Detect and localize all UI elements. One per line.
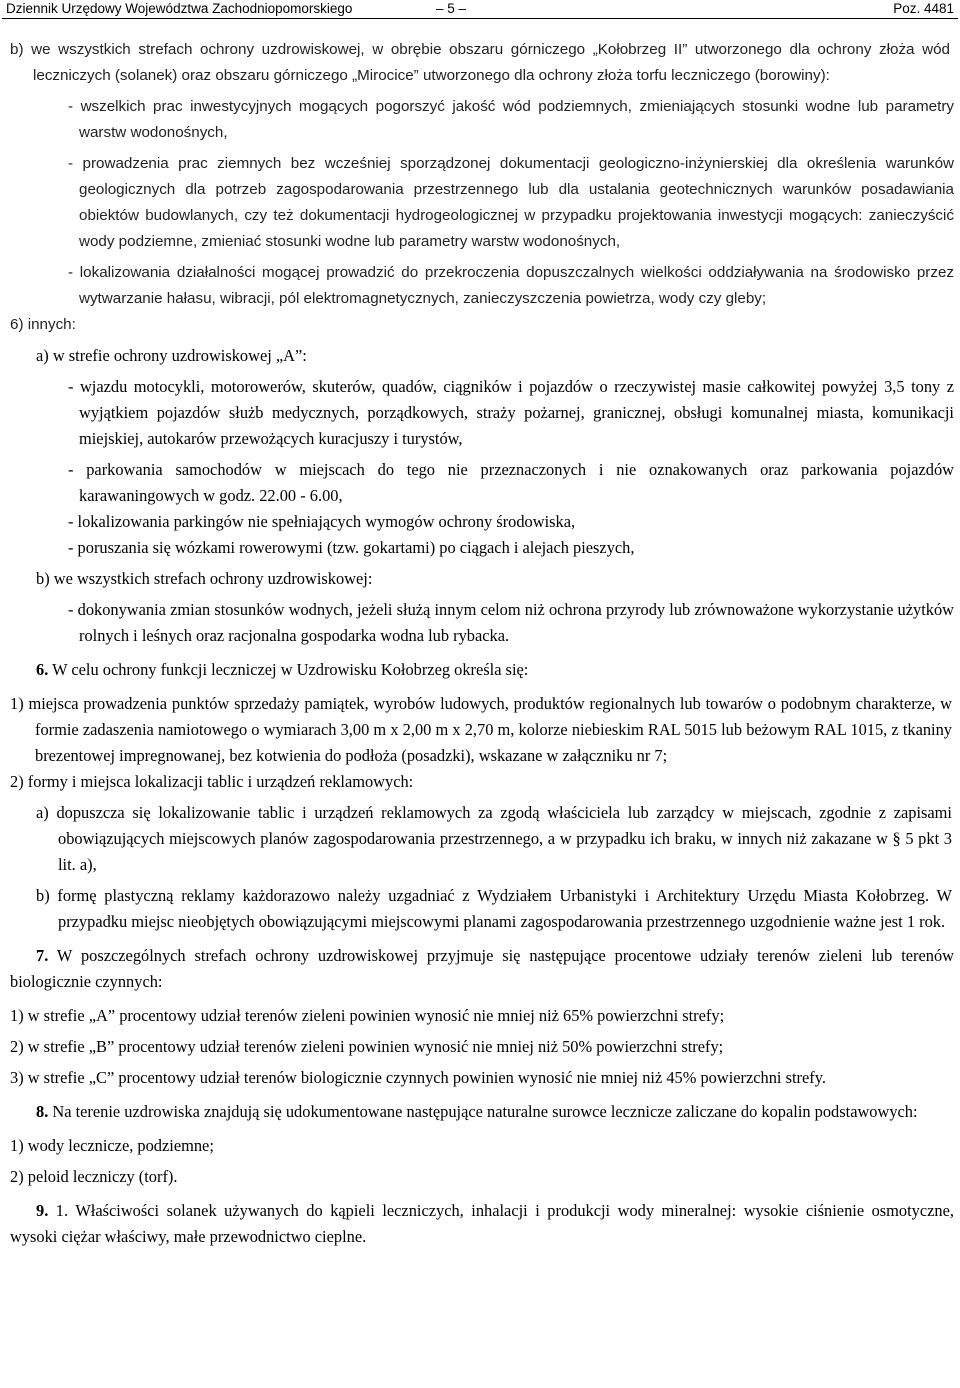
paragraph-text: - parkowania samochodów w miejscach do tego nie przeznaczonych i nie oznakowanych oraz parkowania pojazdów karawaningowych w godz. 22.00 - 6.00,	[68, 460, 954, 505]
dash-earthworks	[68, 151, 954, 255]
par-6-intro	[10, 657, 954, 683]
paragraph-text: 1) wody lecznicze, podziemne;	[10, 1136, 214, 1155]
paragraph-text: W celu ochrony funkcji leczniczej w Uzdrowisku Kołobrzeg określa się:	[48, 660, 529, 679]
paragraph-text: b) formę plastyczną reklamy każdorazowo należy uzgadniać z Wydziałem Urbanistyki i Architektury Urzędu Miasta Kołobrzeg. W przypadku miejsc nieobjętych obowiązującymi miejscowymi planami zagospodarowania przestrzennego uzgodnienie ważne jest 1 rok.	[36, 886, 952, 931]
par-8-item-2	[10, 1164, 952, 1190]
paragraph-text: - dokonywania zmian stosunków wodnych, jeżeli służą innym celom niż ochrona przyrody lub zrównoważone wykorzystanie użytków rolnych i leśnych oraz racjonalna gospodarka wodna lub rybacka.	[68, 600, 954, 645]
paragraph-text: 1) miejsca prowadzenia punktów sprzedaży pamiątek, wyrobów ludowych, produktów regionalnych lub towarów o podobnym charakterze, w formie zadaszenia namiotowego o wymiarach 3,00 m x 2,00 m x 2,70 m, kolorze niebieskim RAL 5015 lub beżowym RAL 1015, z tkaniny brezentowej impregnowanej, bez kotwienia do podłoża (posadzki), wskazane w załączniku nr 7;	[10, 694, 952, 765]
position-number: Poz. 4481	[893, 1, 954, 16]
paragraph-text: - poruszania się wózkami rowerowymi (tzw. gokartami) po ciągach i alejach pieszych,	[68, 538, 635, 557]
par-6-item-2	[10, 769, 952, 795]
paragraph-text: a) w strefie ochrony uzdrowiskowej „A”:	[36, 346, 307, 365]
par-7-item-1	[10, 1003, 952, 1029]
par-8-item-1	[10, 1133, 952, 1159]
paragraph-text: 2) peloid leczniczy (torf).	[10, 1167, 178, 1186]
paragraph-text: Na terenie uzdrowiska znajdują się udokumentowane następujące naturalne surowce lecznicze zaliczane do kopalin podstawowych:	[48, 1102, 918, 1121]
dash-carts	[68, 535, 954, 561]
paragraph-text: 3) w strefie „C” procentowy udział terenów biologicznie czynnych powinien wynosić nie mniej niż 45% powierzchni strefy.	[10, 1068, 826, 1087]
paragraph-text: W poszczególnych strefach ochrony uzdrowiskowej przyjmuje się następujące procentowe udziały terenów zieleni lub terenów biologicznie czynnych:	[10, 946, 954, 991]
dash-water-relations	[68, 597, 954, 649]
dash-parking	[68, 457, 954, 509]
journal-title: Dziennik Urzędowy Województwa Zachodniopomorskiego	[6, 1, 353, 16]
paragraph-text: 1) w strefie „A” procentowy udział terenów zieleni powinien wynosić nie mniej niż 65% powierzchni strefy;	[10, 1006, 725, 1025]
dash-car-parks	[68, 509, 954, 535]
page-number: – 5 –	[436, 1, 467, 16]
par-7-item-3	[10, 1065, 952, 1091]
running-header	[6, 0, 954, 17]
par-7-item-2	[10, 1034, 952, 1060]
item-b-all-zones	[10, 37, 950, 89]
par-6-item-2a	[36, 800, 952, 878]
paragraph-text: - wszelkich prac inwestycyjnych mogących pogorszyć jakość wód podziemnych, zmieniających stosunki wodne lub parametry warstw wodonośnych,	[68, 98, 954, 141]
par-8-intro	[10, 1099, 954, 1125]
par-6-item-2b	[36, 883, 952, 935]
paragraph-number: 6.	[36, 660, 49, 679]
paragraph-text: - lokalizowania działalności mogącej prowadzić do przekroczenia dopuszczalnych wielkości oddziaływania na środowisko przez wytwarzanie hałasu, wibracji, pól elektromagnetycznych, zanieczyszczenia powietrza, wody czy gleby;	[68, 264, 954, 307]
paragraph-text: - prowadzenia prac ziemnych bez wcześniej sporządzonej dokumentacji geologiczno-inżynierskiej dla określenia warunków geologicznych dla potrzeb zagospodarowania przestrzennego lub dla ustalania geotechnicznych warunków posadawiania obiektów budowlanych, czy też dokumentacji hydrogeologicznej w przypadku projektowania inwestycji mogących: zanieczyścić wody podziemne, zmieniać stosunki wodne lub parametry warstw wodonośnych,	[68, 155, 954, 250]
paragraph-number: 7.	[36, 946, 49, 965]
document-body	[0, 37, 960, 1250]
paragraph-text: - wjazdu motocykli, motorowerów, skuterów, quadów, ciągników i pojazdów o rzeczywistej masie całkowitej powyżej 3,5 tony z wyjątkiem pojazdów służb medycznych, porządkowych, straży pożarnej, granicznej, obsługi komunalnej miasta, komunikacji miejskiej, autokarów przewożących kuracjuszy i turystów,	[68, 377, 954, 448]
paragraph-text: 2) w strefie „B” procentowy udział terenów zieleni powinien wynosić nie mniej niż 50% powierzchni strefy;	[10, 1037, 724, 1056]
item-6-other	[10, 312, 960, 338]
par-6-item-1	[10, 691, 952, 769]
item-6b-all-zones	[36, 566, 960, 592]
paragraph-text: a) dopuszcza się lokalizowanie tablic i urządzeń reklamowych za zgodą właściciela lub zarządcy w miejscach, zgodnie z zapisami obowiązujących miejscowych planów zagospodarowania przestrzennego, a w przypadku ich braku, w innych niż zakazane w § 5 pkt 3 lit. a),	[36, 803, 952, 874]
paragraph-text: b) we wszystkich strefach ochrony uzdrowiskowej, w obrębie obszaru górniczego „Kołobrzeg II” utworzonego dla ochrony złoża wód leczniczych (solanek) oraz obszaru górniczego „Mirocice” utworzonego dla ochrony złoża torfu leczniczego (borowiny):	[10, 41, 950, 84]
par-9-1	[10, 1198, 954, 1250]
paragraph-text: - lokalizowania parkingów nie spełniających wymogów ochrony środowiska,	[68, 512, 576, 531]
paragraph-number: 8.	[36, 1102, 49, 1121]
item-6a-zone-a	[36, 343, 960, 369]
dash-investments	[68, 94, 954, 146]
paragraph-text: 2) formy i miejsca lokalizacji tablic i urządzeń reklamowych:	[10, 772, 414, 791]
paragraph-text: 1. Właściwości solanek używanych do kąpieli leczniczych, inhalacji i produkcji wody mineralnej: wysokie ciśnienie osmotyczne, wysoki ciężar właściwy, małe przewodnictwo cieplne.	[10, 1201, 954, 1246]
header-rule	[2, 18, 958, 19]
par-7-intro	[10, 943, 954, 995]
paragraph-text: b) we wszystkich strefach ochrony uzdrowiskowej:	[36, 569, 373, 588]
paragraph-text: 6) innych:	[10, 316, 76, 333]
dash-vehicles	[68, 374, 954, 452]
dash-activity	[68, 260, 954, 312]
paragraph-number: 9.	[36, 1201, 49, 1220]
